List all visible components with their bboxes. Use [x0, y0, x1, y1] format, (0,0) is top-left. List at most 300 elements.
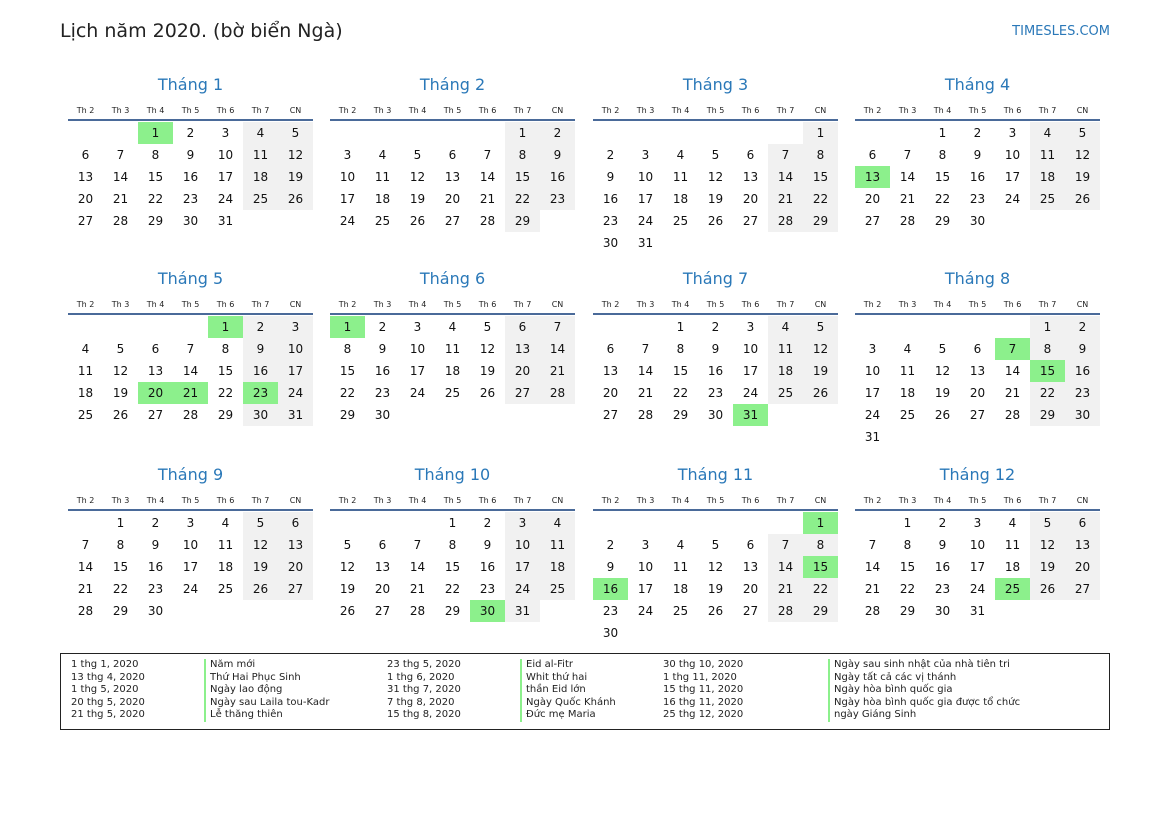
day-cell[interactable]: 6 [378, 538, 387, 552]
day-cell[interactable]: 11 [217, 538, 234, 552]
day-cell[interactable]: 25 [768, 382, 803, 404]
day-cell[interactable]: 13 [742, 560, 759, 574]
day-cell[interactable]: 21 [409, 582, 426, 596]
day-cell[interactable]: 13 [77, 170, 94, 184]
day-cell[interactable]: 6 [606, 342, 615, 356]
day-cell[interactable]: 28 [479, 214, 496, 228]
day-cell[interactable]: 20 [1065, 556, 1100, 578]
day-cell[interactable]: 7 [540, 316, 575, 338]
day-cell[interactable]: 7 [413, 538, 422, 552]
day-cell[interactable]: 10 [505, 534, 540, 556]
day-cell[interactable]: 18 [672, 192, 689, 206]
day-cell[interactable]: 28 [1004, 408, 1021, 422]
day-cell[interactable]: 15 [672, 364, 689, 378]
day-cell[interactable]: 15 [899, 560, 916, 574]
day-cell[interactable]: 11 [768, 338, 803, 360]
day-cell[interactable]: 27 [1065, 578, 1100, 600]
day-cell[interactable]: 23 [934, 582, 951, 596]
day-cell[interactable]: 12 [339, 560, 356, 574]
day-cell[interactable]: 16 [540, 166, 575, 188]
day-cell[interactable]: 29 [444, 604, 461, 618]
day-cell[interactable]: 19 [339, 582, 356, 596]
holiday-day-cell[interactable]: 15 [1030, 360, 1065, 382]
day-cell[interactable]: 28 [637, 408, 654, 422]
day-cell[interactable]: 18 [1030, 166, 1065, 188]
day-cell[interactable]: 12 [243, 534, 278, 556]
day-cell[interactable]: 17 [969, 560, 986, 574]
day-cell[interactable]: 19 [707, 192, 724, 206]
holiday-day-cell[interactable]: 23 [243, 382, 278, 404]
day-cell[interactable]: 9 [483, 538, 492, 552]
day-cell[interactable]: 12 [707, 170, 724, 184]
day-cell[interactable]: 12 [803, 338, 838, 360]
day-cell[interactable]: 9 [1065, 338, 1100, 360]
day-cell[interactable]: 23 [602, 214, 619, 228]
day-cell[interactable]: 11 [899, 364, 916, 378]
day-cell[interactable]: 3 [746, 320, 755, 334]
day-cell[interactable]: 4 [676, 148, 685, 162]
day-cell[interactable]: 8 [448, 538, 457, 552]
day-cell[interactable]: 4 [81, 342, 90, 356]
day-cell[interactable]: 7 [868, 538, 877, 552]
day-cell[interactable]: 16 [934, 560, 951, 574]
day-cell[interactable]: 6 [1065, 512, 1100, 534]
day-cell[interactable]: 12 [278, 144, 313, 166]
day-cell[interactable]: 17 [637, 582, 654, 596]
day-cell[interactable]: 12 [112, 364, 129, 378]
day-cell[interactable]: 25 [899, 408, 916, 422]
day-cell[interactable]: 26 [278, 188, 313, 210]
day-cell[interactable]: 18 [374, 192, 391, 206]
holiday-day-cell[interactable]: 1 [208, 316, 243, 338]
day-cell[interactable]: 27 [278, 578, 313, 600]
day-cell[interactable]: 25 [540, 578, 575, 600]
day-cell[interactable]: 21 [864, 582, 881, 596]
day-cell[interactable]: 10 [1004, 148, 1021, 162]
day-cell[interactable]: 20 [374, 582, 391, 596]
day-cell[interactable]: 30 [969, 214, 986, 228]
day-cell[interactable]: 11 [672, 170, 689, 184]
day-cell[interactable]: 23 [479, 582, 496, 596]
day-cell[interactable]: 11 [374, 170, 391, 184]
day-cell[interactable]: 19 [409, 192, 426, 206]
day-cell[interactable]: 28 [112, 214, 129, 228]
day-cell[interactable]: 4 [448, 320, 457, 334]
day-cell[interactable]: 14 [1004, 364, 1021, 378]
day-cell[interactable]: 13 [969, 364, 986, 378]
day-cell[interactable]: 22 [505, 188, 540, 210]
day-cell[interactable]: 30 [243, 404, 278, 426]
day-cell[interactable]: 23 [1065, 382, 1100, 404]
day-cell[interactable]: 16 [374, 364, 391, 378]
day-cell[interactable]: 15 [339, 364, 356, 378]
day-cell[interactable]: 9 [606, 170, 615, 184]
day-cell[interactable]: 25 [672, 604, 689, 618]
day-cell[interactable]: 20 [969, 386, 986, 400]
day-cell[interactable]: 28 [77, 604, 94, 618]
day-cell[interactable]: 27 [742, 214, 759, 228]
day-cell[interactable]: 17 [339, 192, 356, 206]
day-cell[interactable]: 24 [505, 578, 540, 600]
day-cell[interactable]: 18 [768, 360, 803, 382]
day-cell[interactable]: 18 [444, 364, 461, 378]
day-cell[interactable]: 29 [112, 604, 129, 618]
day-cell[interactable]: 2 [483, 516, 492, 530]
day-cell[interactable]: 1 [938, 126, 947, 140]
day-cell[interactable]: 28 [768, 210, 803, 232]
day-cell[interactable]: 24 [637, 604, 654, 618]
day-cell[interactable]: 28 [899, 214, 916, 228]
holiday-day-cell[interactable]: 31 [733, 404, 768, 426]
day-cell[interactable]: 15 [444, 560, 461, 574]
day-cell[interactable]: 14 [540, 338, 575, 360]
day-cell[interactable]: 31 [278, 404, 313, 426]
day-cell[interactable]: 8 [505, 144, 540, 166]
day-cell[interactable]: 17 [278, 360, 313, 382]
day-cell[interactable]: 22 [112, 582, 129, 596]
day-cell[interactable]: 21 [479, 192, 496, 206]
day-cell[interactable]: 22 [147, 192, 164, 206]
day-cell[interactable]: 31 [864, 430, 881, 444]
day-cell[interactable]: 14 [112, 170, 129, 184]
day-cell[interactable]: 19 [112, 386, 129, 400]
day-cell[interactable]: 29 [339, 408, 356, 422]
day-cell[interactable]: 6 [746, 148, 755, 162]
day-cell[interactable]: 28 [768, 600, 803, 622]
day-cell[interactable]: 5 [711, 538, 720, 552]
day-cell[interactable]: 12 [409, 170, 426, 184]
day-cell[interactable]: 8 [343, 342, 352, 356]
day-cell[interactable]: 24 [1004, 192, 1021, 206]
day-cell[interactable]: 10 [969, 538, 986, 552]
day-cell[interactable]: 8 [151, 148, 160, 162]
day-cell[interactable]: 31 [217, 214, 234, 228]
day-cell[interactable]: 10 [864, 364, 881, 378]
day-cell[interactable]: 5 [278, 122, 313, 144]
day-cell[interactable]: 4 [1008, 516, 1017, 530]
day-cell[interactable]: 19 [243, 556, 278, 578]
day-cell[interactable]: 26 [707, 214, 724, 228]
holiday-day-cell[interactable]: 21 [173, 382, 208, 404]
day-cell[interactable]: 19 [479, 364, 496, 378]
day-cell[interactable]: 24 [637, 214, 654, 228]
day-cell[interactable]: 15 [217, 364, 234, 378]
day-cell[interactable]: 1 [803, 122, 838, 144]
day-cell[interactable]: 26 [479, 386, 496, 400]
day-cell[interactable]: 29 [217, 408, 234, 422]
day-cell[interactable]: 10 [217, 148, 234, 162]
day-cell[interactable]: 2 [1065, 316, 1100, 338]
day-cell[interactable]: 8 [803, 534, 838, 556]
day-cell[interactable]: 29 [803, 600, 838, 622]
day-cell[interactable]: 25 [217, 582, 234, 596]
day-cell[interactable]: 4 [1030, 122, 1065, 144]
day-cell[interactable]: 21 [1004, 386, 1021, 400]
day-cell[interactable]: 31 [969, 604, 986, 618]
day-cell[interactable]: 7 [186, 342, 195, 356]
day-cell[interactable]: 21 [768, 578, 803, 600]
day-cell[interactable]: 5 [116, 342, 125, 356]
day-cell[interactable]: 5 [1030, 512, 1065, 534]
day-cell[interactable]: 14 [768, 166, 803, 188]
day-cell[interactable]: 6 [448, 148, 457, 162]
day-cell[interactable]: 14 [864, 560, 881, 574]
day-cell[interactable]: 17 [217, 170, 234, 184]
day-cell[interactable]: 18 [672, 582, 689, 596]
day-cell[interactable]: 25 [1030, 188, 1065, 210]
day-cell[interactable]: 21 [637, 386, 654, 400]
day-cell[interactable]: 29 [934, 214, 951, 228]
day-cell[interactable]: 29 [147, 214, 164, 228]
day-cell[interactable]: 2 [938, 516, 947, 530]
day-cell[interactable]: 22 [803, 188, 838, 210]
day-cell[interactable]: 29 [899, 604, 916, 618]
day-cell[interactable]: 30 [374, 408, 391, 422]
day-cell[interactable]: 15 [112, 560, 129, 574]
day-cell[interactable]: 1 [448, 516, 457, 530]
day-cell[interactable]: 12 [1065, 144, 1100, 166]
day-cell[interactable]: 10 [278, 338, 313, 360]
day-cell[interactable]: 14 [182, 364, 199, 378]
day-cell[interactable]: 24 [182, 582, 199, 596]
day-cell[interactable]: 16 [1065, 360, 1100, 382]
day-cell[interactable]: 8 [676, 342, 685, 356]
day-cell[interactable]: 9 [151, 538, 160, 552]
day-cell[interactable]: 24 [409, 386, 426, 400]
day-cell[interactable]: 10 [742, 342, 759, 356]
day-cell[interactable]: 31 [637, 236, 654, 250]
day-cell[interactable]: 23 [969, 192, 986, 206]
day-cell[interactable]: 20 [444, 192, 461, 206]
day-cell[interactable]: 20 [77, 192, 94, 206]
day-cell[interactable]: 25 [374, 214, 391, 228]
day-cell[interactable]: 14 [409, 560, 426, 574]
day-cell[interactable]: 12 [1030, 534, 1065, 556]
day-cell[interactable]: 22 [444, 582, 461, 596]
day-cell[interactable]: 14 [479, 170, 496, 184]
holiday-day-cell[interactable]: 15 [803, 556, 838, 578]
day-cell[interactable]: 28 [409, 604, 426, 618]
day-cell[interactable]: 18 [540, 556, 575, 578]
day-cell[interactable]: 16 [147, 560, 164, 574]
day-cell[interactable]: 17 [742, 364, 759, 378]
day-cell[interactable]: 29 [1030, 404, 1065, 426]
holiday-day-cell[interactable]: 30 [470, 600, 505, 622]
day-cell[interactable]: 5 [243, 512, 278, 534]
day-cell[interactable]: 13 [1065, 534, 1100, 556]
day-cell[interactable]: 27 [742, 604, 759, 618]
day-cell[interactable]: 18 [243, 166, 278, 188]
day-cell[interactable]: 16 [707, 364, 724, 378]
day-cell[interactable]: 3 [1008, 126, 1017, 140]
day-cell[interactable]: 15 [147, 170, 164, 184]
day-cell[interactable]: 22 [217, 386, 234, 400]
day-cell[interactable]: 23 [374, 386, 391, 400]
day-cell[interactable]: 17 [409, 364, 426, 378]
day-cell[interactable]: 5 [1065, 122, 1100, 144]
day-cell[interactable]: 16 [969, 170, 986, 184]
day-cell[interactable]: 27 [602, 408, 619, 422]
day-cell[interactable]: 30 [1065, 404, 1100, 426]
day-cell[interactable]: 3 [343, 148, 352, 162]
day-cell[interactable]: 19 [1065, 166, 1100, 188]
day-cell[interactable]: 17 [864, 386, 881, 400]
day-cell[interactable]: 6 [505, 316, 540, 338]
day-cell[interactable]: 26 [934, 408, 951, 422]
day-cell[interactable]: 11 [77, 364, 94, 378]
day-cell[interactable]: 29 [672, 408, 689, 422]
day-cell[interactable]: 11 [540, 534, 575, 556]
day-cell[interactable]: 3 [973, 516, 982, 530]
day-cell[interactable]: 16 [602, 192, 619, 206]
day-cell[interactable]: 16 [243, 360, 278, 382]
day-cell[interactable]: 8 [1030, 338, 1065, 360]
day-cell[interactable]: 7 [768, 534, 803, 556]
day-cell[interactable]: 30 [934, 604, 951, 618]
day-cell[interactable]: 5 [343, 538, 352, 552]
day-cell[interactable]: 3 [413, 320, 422, 334]
day-cell[interactable]: 23 [602, 604, 619, 618]
day-cell[interactable]: 12 [479, 342, 496, 356]
day-cell[interactable]: 3 [641, 538, 650, 552]
day-cell[interactable]: 10 [637, 170, 654, 184]
day-cell[interactable]: 26 [707, 604, 724, 618]
day-cell[interactable]: 8 [116, 538, 125, 552]
day-cell[interactable]: 25 [444, 386, 461, 400]
day-cell[interactable]: 22 [672, 386, 689, 400]
day-cell[interactable]: 6 [81, 148, 90, 162]
day-cell[interactable]: 22 [1030, 382, 1065, 404]
day-cell[interactable]: 4 [903, 342, 912, 356]
day-cell[interactable]: 21 [540, 360, 575, 382]
day-cell[interactable]: 12 [707, 560, 724, 574]
day-cell[interactable]: 19 [278, 166, 313, 188]
day-cell[interactable]: 6 [151, 342, 160, 356]
day-cell[interactable]: 27 [864, 214, 881, 228]
day-cell[interactable]: 27 [147, 408, 164, 422]
day-cell[interactable]: 13 [602, 364, 619, 378]
day-cell[interactable]: 8 [938, 148, 947, 162]
day-cell[interactable]: 19 [803, 360, 838, 382]
day-cell[interactable]: 21 [768, 188, 803, 210]
day-cell[interactable]: 29 [505, 210, 540, 232]
day-cell[interactable]: 3 [278, 316, 313, 338]
day-cell[interactable]: 13 [278, 534, 313, 556]
day-cell[interactable]: 7 [768, 144, 803, 166]
day-cell[interactable]: 14 [768, 556, 803, 578]
day-cell[interactable]: 1 [676, 320, 685, 334]
holiday-day-cell[interactable]: 1 [138, 122, 173, 144]
day-cell[interactable]: 27 [77, 214, 94, 228]
day-cell[interactable]: 4 [540, 512, 575, 534]
day-cell[interactable]: 24 [278, 382, 313, 404]
day-cell[interactable]: 9 [540, 144, 575, 166]
day-cell[interactable]: 25 [672, 214, 689, 228]
day-cell[interactable]: 2 [540, 122, 575, 144]
day-cell[interactable]: 25 [77, 408, 94, 422]
day-cell[interactable]: 13 [742, 170, 759, 184]
day-cell[interactable]: 7 [81, 538, 90, 552]
day-cell[interactable]: 28 [182, 408, 199, 422]
day-cell[interactable]: 13 [505, 338, 540, 360]
holiday-day-cell[interactable]: 20 [138, 382, 173, 404]
day-cell[interactable]: 5 [938, 342, 947, 356]
day-cell[interactable]: 18 [77, 386, 94, 400]
day-cell[interactable]: 7 [903, 148, 912, 162]
day-cell[interactable]: 31 [505, 600, 540, 622]
day-cell[interactable]: 19 [934, 386, 951, 400]
day-cell[interactable]: 9 [243, 338, 278, 360]
day-cell[interactable]: 6 [973, 342, 982, 356]
day-cell[interactable]: 26 [1065, 188, 1100, 210]
day-cell[interactable]: 1 [903, 516, 912, 530]
day-cell[interactable]: 25 [243, 188, 278, 210]
day-cell[interactable]: 27 [969, 408, 986, 422]
day-cell[interactable]: 11 [672, 560, 689, 574]
day-cell[interactable]: 1 [1030, 316, 1065, 338]
day-cell[interactable]: 2 [606, 538, 615, 552]
day-cell[interactable]: 2 [378, 320, 387, 334]
day-cell[interactable]: 26 [339, 604, 356, 618]
day-cell[interactable]: 2 [711, 320, 720, 334]
day-cell[interactable]: 3 [505, 512, 540, 534]
day-cell[interactable]: 8 [803, 144, 838, 166]
day-cell[interactable]: 20 [505, 360, 540, 382]
day-cell[interactable]: 22 [934, 192, 951, 206]
day-cell[interactable]: 22 [339, 386, 356, 400]
day-cell[interactable]: 7 [483, 148, 492, 162]
holiday-day-cell[interactable]: 16 [593, 578, 628, 600]
day-cell[interactable]: 4 [768, 316, 803, 338]
day-cell[interactable]: 11 [1004, 538, 1021, 552]
day-cell[interactable]: 23 [147, 582, 164, 596]
day-cell[interactable]: 14 [637, 364, 654, 378]
day-cell[interactable]: 4 [221, 516, 230, 530]
day-cell[interactable]: 17 [505, 556, 540, 578]
day-cell[interactable]: 5 [483, 320, 492, 334]
day-cell[interactable]: 28 [540, 382, 575, 404]
day-cell[interactable]: 24 [864, 408, 881, 422]
day-cell[interactable]: 30 [707, 408, 724, 422]
day-cell[interactable]: 28 [864, 604, 881, 618]
holiday-day-cell[interactable]: 1 [803, 512, 838, 534]
day-cell[interactable]: 18 [217, 560, 234, 574]
day-cell[interactable]: 10 [339, 170, 356, 184]
day-cell[interactable]: 10 [637, 560, 654, 574]
day-cell[interactable]: 23 [540, 188, 575, 210]
day-cell[interactable]: 20 [602, 386, 619, 400]
day-cell[interactable]: 7 [641, 342, 650, 356]
day-cell[interactable]: 24 [217, 192, 234, 206]
holiday-day-cell[interactable]: 25 [995, 578, 1030, 600]
day-cell[interactable]: 19 [707, 582, 724, 596]
day-cell[interactable]: 20 [742, 582, 759, 596]
day-cell[interactable]: 4 [243, 122, 278, 144]
day-cell[interactable]: 16 [182, 170, 199, 184]
day-cell[interactable]: 9 [606, 560, 615, 574]
day-cell[interactable]: 9 [938, 538, 947, 552]
day-cell[interactable]: 2 [606, 148, 615, 162]
day-cell[interactable]: 27 [505, 382, 540, 404]
day-cell[interactable]: 5 [413, 148, 422, 162]
day-cell[interactable]: 16 [479, 560, 496, 574]
day-cell[interactable]: 21 [77, 582, 94, 596]
day-cell[interactable]: 7 [116, 148, 125, 162]
day-cell[interactable]: 11 [243, 144, 278, 166]
day-cell[interactable]: 2 [186, 126, 195, 140]
day-cell[interactable]: 2 [973, 126, 982, 140]
day-cell[interactable]: 26 [112, 408, 129, 422]
